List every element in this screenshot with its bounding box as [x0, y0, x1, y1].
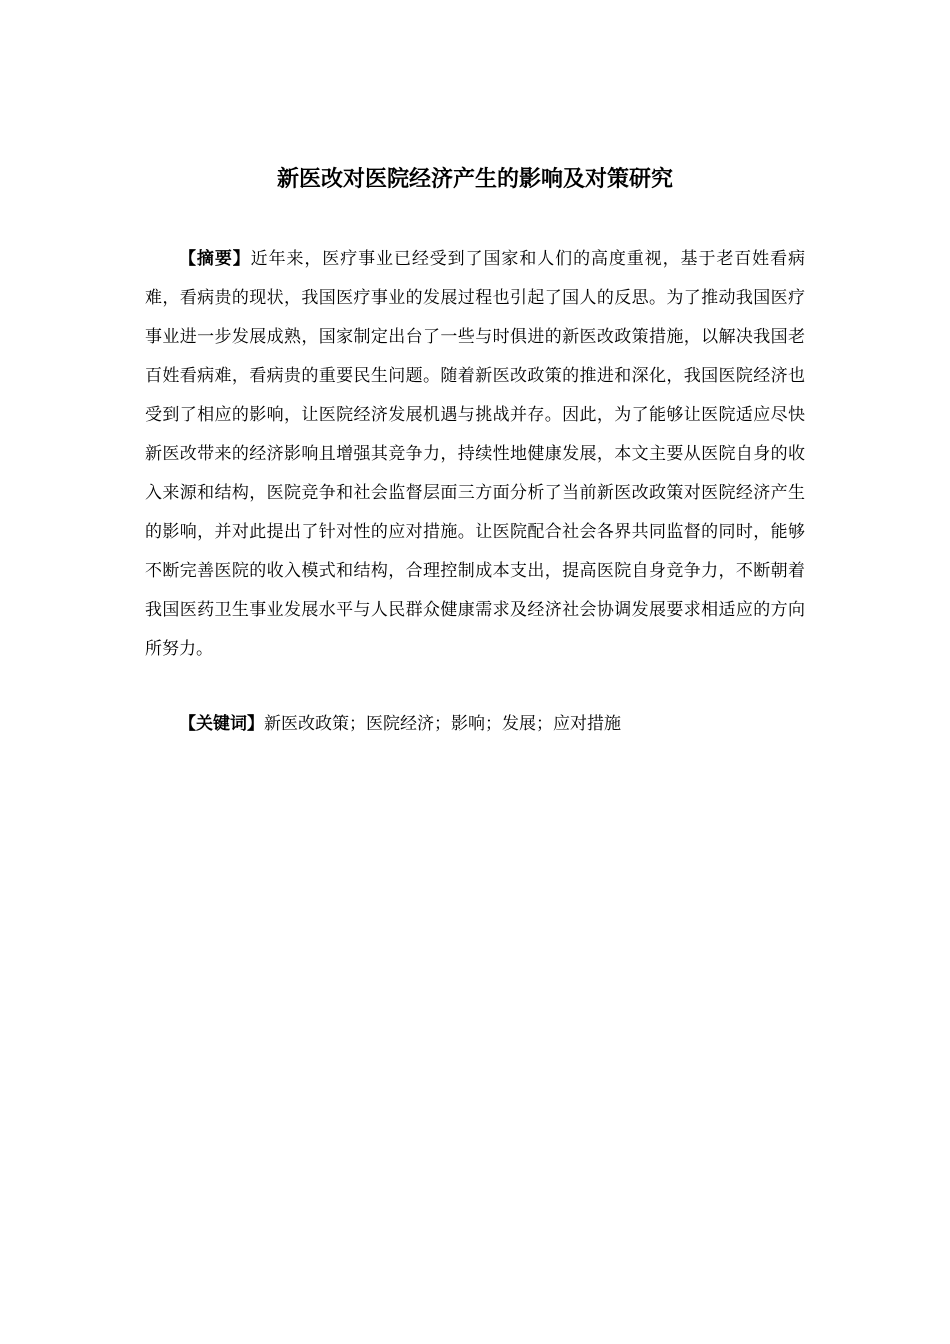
- paper-title: 新医改对医院经济产生的影响及对策研究: [276, 167, 673, 192]
- abstract-text: 近年来，医疗事业已经受到了国家和人们的高度重视，基于老百姓看病难，看病贵的现状，我国医疗事业的发展过程也引起了国人的反思。为了推动我国医疗事业进一步发展成熟，国家制定出台了一些与时俱进的新医改政策措施，以解决我国老百姓看病难，看病贵的重要民生问题。随着新医改政策的推进和深化，我国医院经济也受到了相应的影响，让医院经济发展机遇与挑战并存。因此，为了能够让医院适应尽快新医改带来的经济影响且增强其竞争力，持续性地健康发展，本文主要从医院自身的收入来源和结构，医院竞争和社会监督层面三方面分析了当前新医改政策对医院经济产生的影响，并对此提出了针对性的应对措施。让医院配合社会各界共同监督的同时，能够不断完善医院的收入模式和结构，合理控制成本支出，提高医院自身竞争力，不断朝着我国医药卫生事业发展水平与人民群众健康需求及经济社会协调发展要求相适应的方向所努力。: [145, 249, 806, 659]
- keywords-text: 新医改政策；医院经济；影响；发展；应对措施: [264, 714, 621, 734]
- keywords-label: 【关键词】: [179, 714, 264, 734]
- abstract-paragraph: [145, 240, 805, 669]
- abstract-label: 【摘要】: [179, 249, 251, 269]
- keywords-paragraph: [145, 705, 805, 744]
